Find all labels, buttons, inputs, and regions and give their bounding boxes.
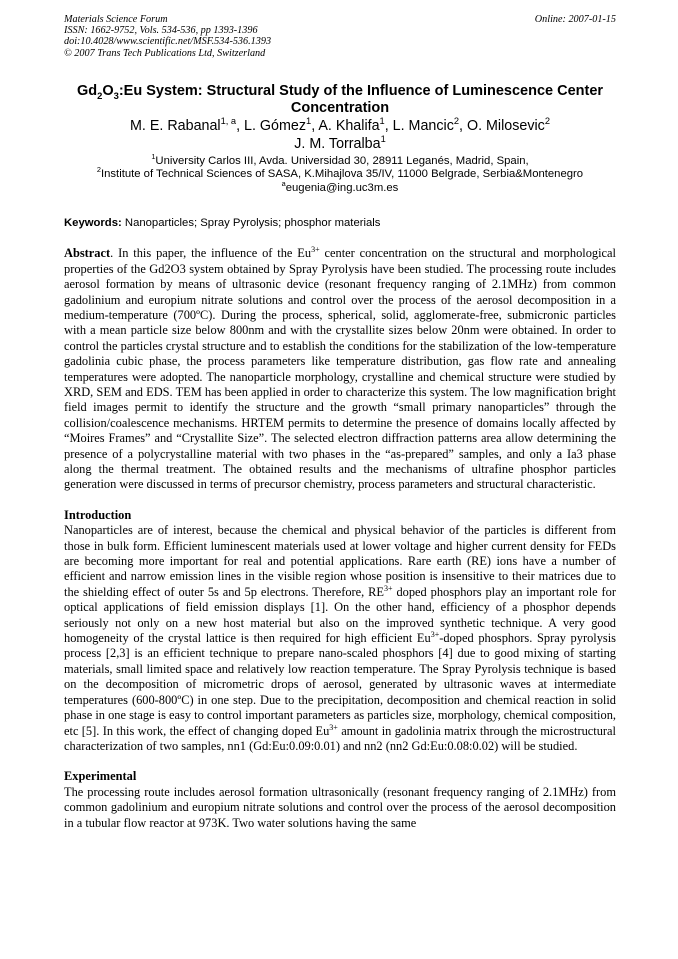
issn: ISSN: 1662-9752, Vols. 534-536, pp 1393-1396 <box>64 25 258 37</box>
affiliation-2-sup: 2 <box>96 165 101 175</box>
author-3-sup: 1 <box>379 116 385 127</box>
author-5: , O. Milosevic <box>459 117 545 134</box>
author-4: , L. Mancic <box>384 117 454 134</box>
title-o: O <box>102 82 114 99</box>
intro-text-3: -doped phosphors. Spray pyrolysis process [2,3] is an efficient technique to prepare nano-scaled phosphors [4] due to good mixing of starting materials, small limited space and relatively low reaction temperature. The Spray Pyrolysis technique is based on the decomposition of micrometric drops of aerosol, generated by ultrasonic waves at intermediate temperatures (600-800ºC) in one step. Due to the precipitation, decomposition and chemical reaction in solid phase in one stage is easy to control important parameters as particles size, morphology, chemical composition, etc [5]. In this work, the effect of changing doped Eu <box>64 631 616 738</box>
title-gd: Gd <box>76 82 98 99</box>
email-line <box>64 179 616 196</box>
author-6-sup: 1 <box>380 134 386 145</box>
keywords <box>64 216 616 230</box>
abstract-text-1: . In this paper, the influence of the Eu <box>110 246 312 261</box>
keywords-label: Keywords: <box>64 217 122 230</box>
intro-sup-2: 3+ <box>430 629 440 639</box>
affiliation-1-sup: 1 <box>151 152 156 162</box>
email-address[interactable]: eugenia@ing.uc3m.es <box>285 181 399 194</box>
author-line-2 <box>64 135 616 153</box>
author-6: J. M. Torralba <box>294 135 381 152</box>
affiliations <box>64 152 616 196</box>
intro-text-1: Nanoparticles are of interest, because the chemical and physical behavior of the particles is different from those in bulk form. Efficient luminescent materials used at lower voltage and higher current density for FEDs are becoming more important for real and potential applications. Rare earth (RE) ions have a number of efficient and narrow emission lines in the visible region whose position is insensitive to their matrices due to the shielding effect of outer 5s and 5p electrons. Therefore, RE <box>64 523 616 599</box>
author-line-1 <box>64 117 616 135</box>
abstract <box>64 246 616 493</box>
author-list <box>64 117 616 153</box>
paper-title <box>64 83 616 117</box>
author-2: , L. Gómez <box>236 117 307 134</box>
author-5-sup: 2 <box>544 116 550 127</box>
author-3: , A. Khalifa <box>311 117 380 134</box>
intro-text-4: amount in gadolinia matrix through the microstructural characterization of two samples, nn1 (Gd:Eu:0.09:0.01) and nn2 (nn2 Gd:Eu:0.08:0.02) will be studied. <box>64 723 616 753</box>
experimental-heading: Experimental <box>64 769 137 784</box>
affiliation-1 <box>64 152 616 169</box>
author-1-sup: 1, a <box>220 116 237 127</box>
journal-header <box>64 14 616 59</box>
intro-text-2: doped phosphors play an important role for optical applications of field emission displays [1]. On the other hand, efficiency of a phosphor depends seriously not only on a new host material but also on the improved synthetic technique. A very good homogeneity of the crystal lattice is then required for high efficient Eu <box>64 584 616 646</box>
intro-sup-1: 3+ <box>383 583 393 593</box>
experimental-paragraph: The processing route includes aerosol formation ultrasonically (resonant frequency ranging of 2.1MHz) from common gadolinium and europium nitrate solutions and control over the process of the aerosol decomposition in a tubular flow reactor at 973K. Two water solutions having the same <box>64 784 616 830</box>
affiliation-1-text: University Carlos III, Avda. Universidad 30, 28911 Leganés, Madrid, Spain, <box>155 154 529 167</box>
abstract-text-2: center concentration on the structural and morphological properties of the Gd2O3 system obtained by Spray Pyrolysis have been studied. The processing route includes aerosol formation by means of ultrasonic device (resonant frequency ranging of 2.1MHz) from common gadolinium and europium nitrate solutions and control over the process of the aerosol decomposition in a medium-temperature (700ºC). During the process, spherical, solid, agglomerate-free, submicronic particles with a mean particle size below 800nm and with the crystallite sizes below 20nm were obtained. In order to control the particles crystal structure and to establish the conditions for the stabilization of the low-temperature gadolinia cubic phase, the process parameters like temperature distribution, gas flow rate and annealing temperatures were adopted. The nanoparticle morphology, crystalline and chemical structure were studied by XRD, SEM and EDS. TEM has been applied in order to characterize this system. The low magnification bright field images permit to identify the structure and the growth “small primary nanoparticles” through the collision/coalescence mechanisms. HRTEM permits to determine the presence of domains locally affected by “Moires Frames” and “Crystallite Size”. The selected electron diffraction patterns area allow determining the presence of a polycrystalline material with two phases in the “as-prepared” samples, and only a Ia3 phase along the thermal treatment. The obtained results and the mechanisms of ultrafine phosphor particles generation were discussed in terms of precursor chemistry, process parameters and structural characteristic. <box>64 246 616 492</box>
keywords-text: Nanoparticles; Spray Pyrolysis; phosphor materials <box>121 217 381 230</box>
copyright: © 2007 Trans Tech Publications Ltd, Switzerland <box>64 47 266 59</box>
affiliation-2 <box>64 165 616 182</box>
abstract-label: Abstract <box>64 246 111 261</box>
introduction-paragraph <box>64 523 616 754</box>
abstract-sup-1: 3+ <box>311 245 320 255</box>
journal-name: Materials Science Forum <box>64 14 168 25</box>
title-sub-3: 3 <box>113 89 119 101</box>
author-1: M. E. Rabanal <box>130 117 221 134</box>
doi: doi:10.4028/www.scientific.net/MSF.534-536.1393 <box>64 36 272 48</box>
intro-sup-3: 3+ <box>329 722 338 732</box>
author-4-sup: 2 <box>453 116 460 127</box>
affiliation-2-text: Institute of Technical Sciences of SASA, K.Mihajlova 35/IV, 11000 Belgrade, Serbia&Montenegro <box>100 168 584 181</box>
title-sub-2: 2 <box>97 89 103 101</box>
paper-page <box>64 14 616 831</box>
email-sup: a <box>281 179 286 189</box>
title-rest: :Eu System: Structural Study of the Influence of Luminescence Center Concentration <box>118 82 604 116</box>
author-2-sup: 1 <box>306 116 312 127</box>
online-date: Online: 2007-01-15 <box>534 14 616 25</box>
introduction-heading: Introduction <box>64 507 132 522</box>
